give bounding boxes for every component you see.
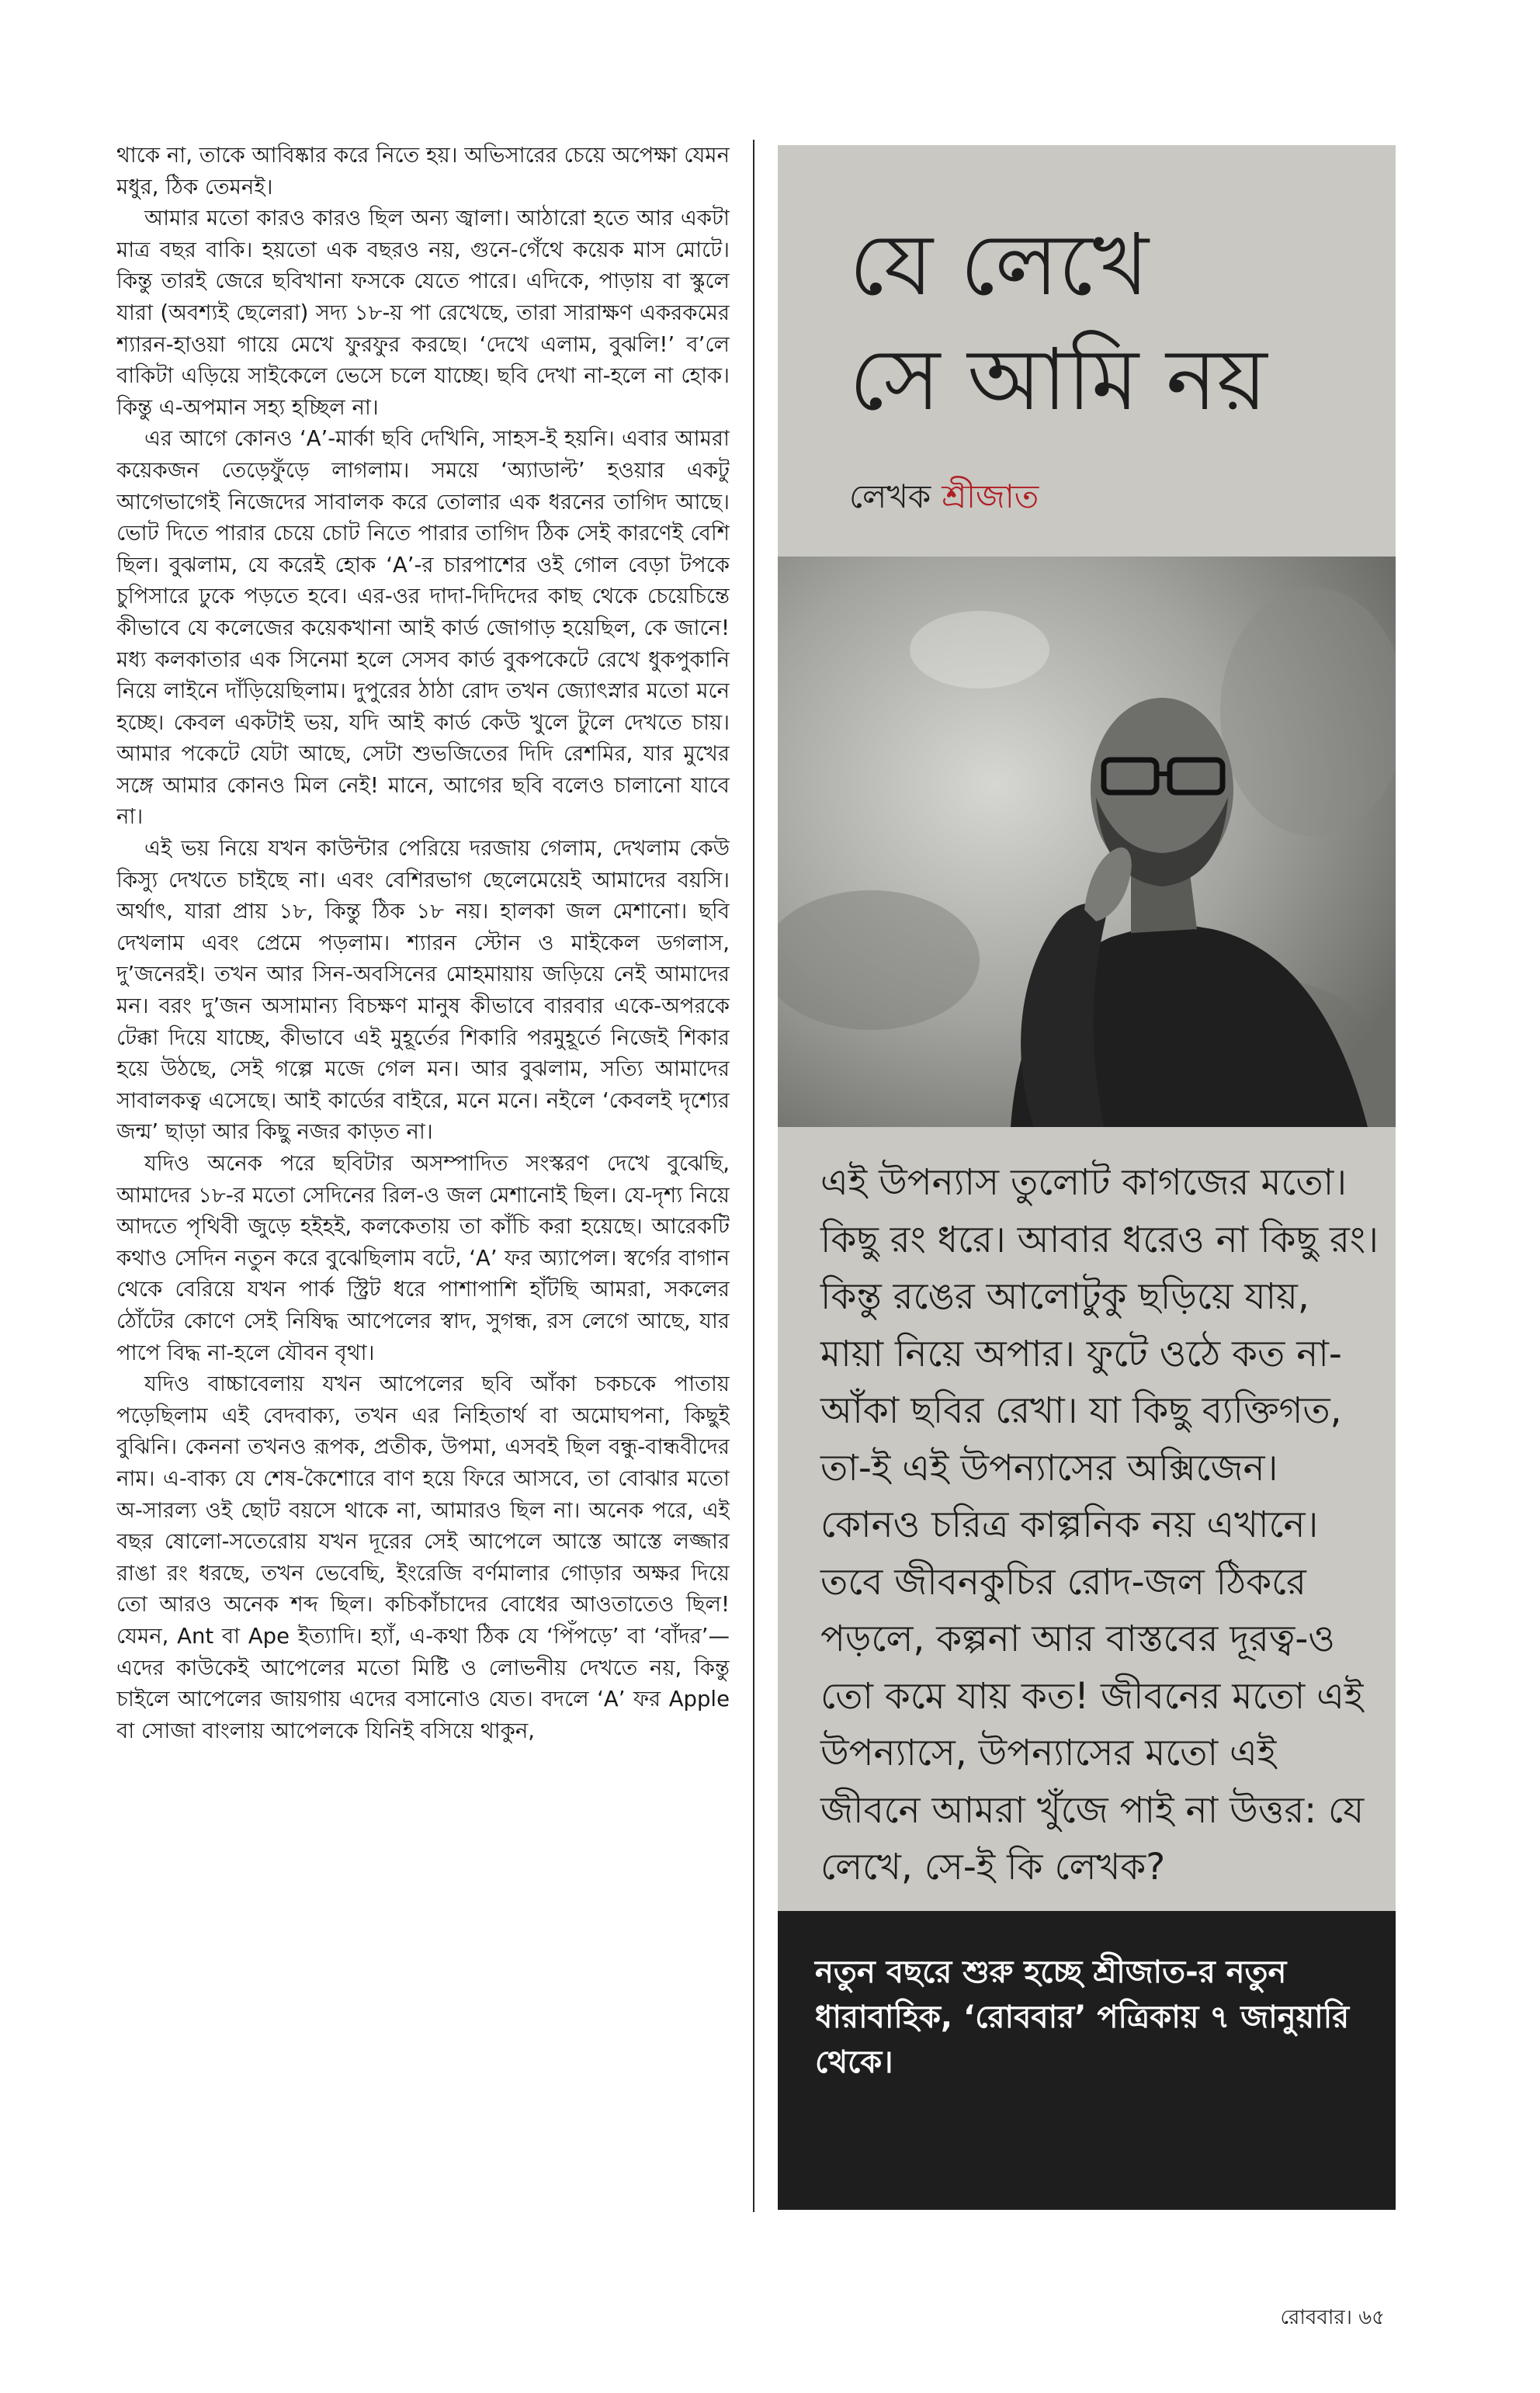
article-paragraph: এর আগে কোনও ‘A’-মার্কা ছবি দেখিনি, সাহস-ই হয়নি। এবার আমরা কয়েকজন তেড়েফুঁড়ে লাগলাম। সময়ে ‘অ্যাডাল্ট’ হওয়ার একটু আগেভাগেই নিজেদের সাবালক করে তোলার এক ধরনের তাগিদ আছে। ভোট দিতে পারার চেয়ে চোট নিতে পারার তাগিদ ঠিক সেই কারণেই বেশি ছিল। বুঝলাম, যে করেই হোক ‘A’-র চারপাশের ওই গোল বেড়া টপকে চুপিসারে ঢুকে পড়তে হবে। এর-ওর দাদা-দিদিদের কাছ থেকে চেয়েচিন্তে কীভাবে যে কলেজের কয়েকখানা আই কার্ড জোগাড় হয়েছিল, কে জানে! মধ্য কলকাতার এক সিনেমা হলে সেসব কার্ড বুকপকেটে রেখে ধুকপুকানি নিয়ে লাইনে দাঁড়িয়েছিলাম। দুপুরের ঠাঠা রোদ তখন জ্যোৎস্নার মতো মনে হচ্ছে। কেবল একটাই ভয়, যদি আই কার্ড কেউ খুলে টুলে দেখতে চায়। আমার পকেটে যেটা আছে, সেটা শুভজিতের দিদি রেশমির, যার মুখের সঙ্গে আমার কোনও মিল নেই! মানে, আগের ছবি বলেও চালানো যাবে না। (116, 426, 730, 830)
byline-author: শ্রীজাত (942, 477, 1039, 515)
promo-box (778, 1911, 1396, 2210)
article-body (116, 140, 730, 2197)
promo-text: নতুন বছরে শুরু হচ্ছে শ্রীজাত-র নতুন ধারাবাহিক, ‘রোববার’ পত্রিকায় ৭ জানুয়ারি থেকে। (815, 1954, 1350, 2080)
article-paragraph: আমার মতো কারও কারও ছিল অন্য জ্বালা। আঠারো হতে আর একটা মাত্র বছর বাকি। হয়তো এক বছরও নয়, গুনে-গেঁথে কয়েক মাস মোটে। কিন্তু তারই জেরে ছবিখানা ফসকে যেতে পারে। এদিকে, পাড়ায় বা স্কুলে যারা (অবশ্যই ছেলেরা) সদ্য ১৮-য় পা রেখেছে, তারা সারাক্ষণ একরকমের শ্যারন-হাওয়া গায়ে মেখে ফুরফুর করছে। ‘দেখে এলাম, বুঝলি!’ ব’লে বাকিটা এড়িয়ে সাইকেলে ভেসে চলে যাচ্ছে। ছবি দেখা না-হলে না হোক। কিন্তু এ-অপমান সহ্য হচ্ছিল না। (116, 206, 730, 420)
byline (849, 471, 1039, 526)
column-divider (753, 140, 754, 2212)
author-portrait-image (778, 557, 1396, 1127)
headline (849, 207, 1377, 437)
article-paragraph: থাকে না, তাকে আবিষ্কার করে নিতে হয়। অভিসারের চেয়ে অপেক্ষা যেমন মধুর, ঠিক তেমনই। (116, 143, 730, 199)
feature-panel (778, 145, 1396, 2210)
byline-label: লেখক (849, 477, 931, 515)
article-paragraph: যদিও অনেক পরে ছবিটার অসম্পাদিত সংস্করণ দেখে বুঝেছি, আমাদের ১৮-র মতো সেদিনের রিল-ও জল মেশানোই ছিল। যে-দৃশ্য নিয়ে আদতে পৃথিবী জুড়ে হইহই, কলকেতায় তা কাঁচি করা হয়েছে। আরেকটি কথাও সেদিন নতুন করে বুঝেছিলাম বটে, ‘A’ ফর অ্যাপেল। স্বর্গের বাগান থেকে বেরিয়ে যখন পার্ক স্ট্রিট ধরে পাশাপাশি হাঁটছি আমরা, সকলের ঠোঁটের কোণে সেই নিষিদ্ধ আপেলের স্বাদ, সুগন্ধ, রস লেগে আছে, যার পাপে বিদ্ধ না-হলে যৌবন বৃথা। (116, 1151, 730, 1365)
article-paragraph: এই ভয় নিয়ে যখন কাউন্টার পেরিয়ে দরজায় গেলাম, দেখলাম কেউ কিস্যু দেখতে চাইছে না। এবং বেশিরভাগ ছেলেমেয়েই আমাদের বয়সি। অর্থাৎ, যারা প্রায় ১৮, কিন্তু ঠিক ১৮ নয়। হালকা জল মেশানো। ছবি দেখলাম এবং প্রেমে পড়লাম। শ্যারন স্টোন ও মাইকেল ডগলাস, দু’জনেরই। তখন আর সিন-অবসিনের মোহমায়ায় জড়িয়ে নেই আমাদের মন। বরং দু’জন অসামান্য বিচক্ষণ মানুষ কীভাবে বারবার একে-অপরকে টেক্কা দিয়ে যাচ্ছে, কীভাবে এই মুহূর্তের শিকারি পরমুহূর্তে নিজেই শিকার হয়ে উঠছে, সেই গল্পে মজে গেল মন। আর বুঝলাম, সত্যি আমাদের সাবালকত্ব এসেছে। আই কার্ডের বাইরে, মনে মনে। নইলে ‘কেবলই দৃশ্যের জন্ম’ ছাড়া আর কিছু নজর কাড়ত না। (116, 836, 730, 1145)
headline-line-2: সে আমি নয় (849, 330, 1268, 429)
author-photo (778, 557, 1396, 1127)
novel-blurb: এই উপন্যাস তুলোট কাগজের মতো। কিছু রং ধরে। আবার ধরেও না কিছু রং। কিন্তু রঙের আলোটুকু ছড়িয়ে যায়, মায়া নিয়ে অপার। ফুটে ওঠে কত না-আঁকা ছবির রেখা। যা কিছু ব্যক্তিগত, তা-ই এই উপন্যাসের অক্সিজেন। কোনও চরিত্র কাল্পনিক নয় এখানে। তবে জীবনকুচির রোদ-জল ঠিকরে পড়লে, কল্পনা আর বাস্তবের দূরত্ব-ও তো কমে যায় কত! জীবনের মতো এই উপন্যাসে, উপন্যাসের মতো এই জীবনে আমরা খুঁজে পাই না উত্তর: যে লেখে, সে-ই কি লেখক? (820, 1161, 1379, 1888)
article-paragraph: যদিও বাচ্চাবেলায় যখন আপেলের ছবি আঁকা চকচকে পাতায় পড়েছিলাম এই বেদবাক্য, তখন এর নিহিতার্থ বা অমোঘপনা, কিছুই বুঝিনি। কেননা তখনও রূপক, প্রতীক, উপমা, এসবই ছিল বন্ধু-বান্ধবীদের নাম। এ-বাক্য যে শেষ-কৈশোরে বাণ হয়ে ফিরে আসবে, তা বোঝার মতো অ-সারল্য ওই ছোট বয়সে থাকে না, আমারও ছিল না। অনেক পরে, এই বছর ষোলো-সতেরোয় যখন দূরের সেই আপেলে আস্তে আস্তে লজ্জার রাঙা রং ধরছে, তখন ভেবেছি, ইংরেজি বর্ণমালার গোড়ার অক্ষর দিয়ে তো আরও অনেক শব্দ ছিল। কচিকাঁচাদের বোধের আওতাতেও ছিল! যেমন, Ant বা Ape ইত্যাদি। হ্যাঁ, এ-কথা ঠিক যে ‘পিঁপড়ে’ বা ‘বাঁদর’— এদের কাউকেই আপেলের মতো মিষ্টি ও লোভনীয় দেখতে নয়, কিন্তু চাইলে আপেলের জায়গায় এদের বসানোও যেত। বদলে ‘A’ ফর Apple বা সোজা বাংলায় আপেলকে যিনিই বসিয়ে থাকুন, (116, 1372, 730, 1743)
page-folio: রোববার। ৬৫ (1280, 2306, 1385, 2329)
headline-line-1: যে লেখে (849, 215, 1149, 314)
